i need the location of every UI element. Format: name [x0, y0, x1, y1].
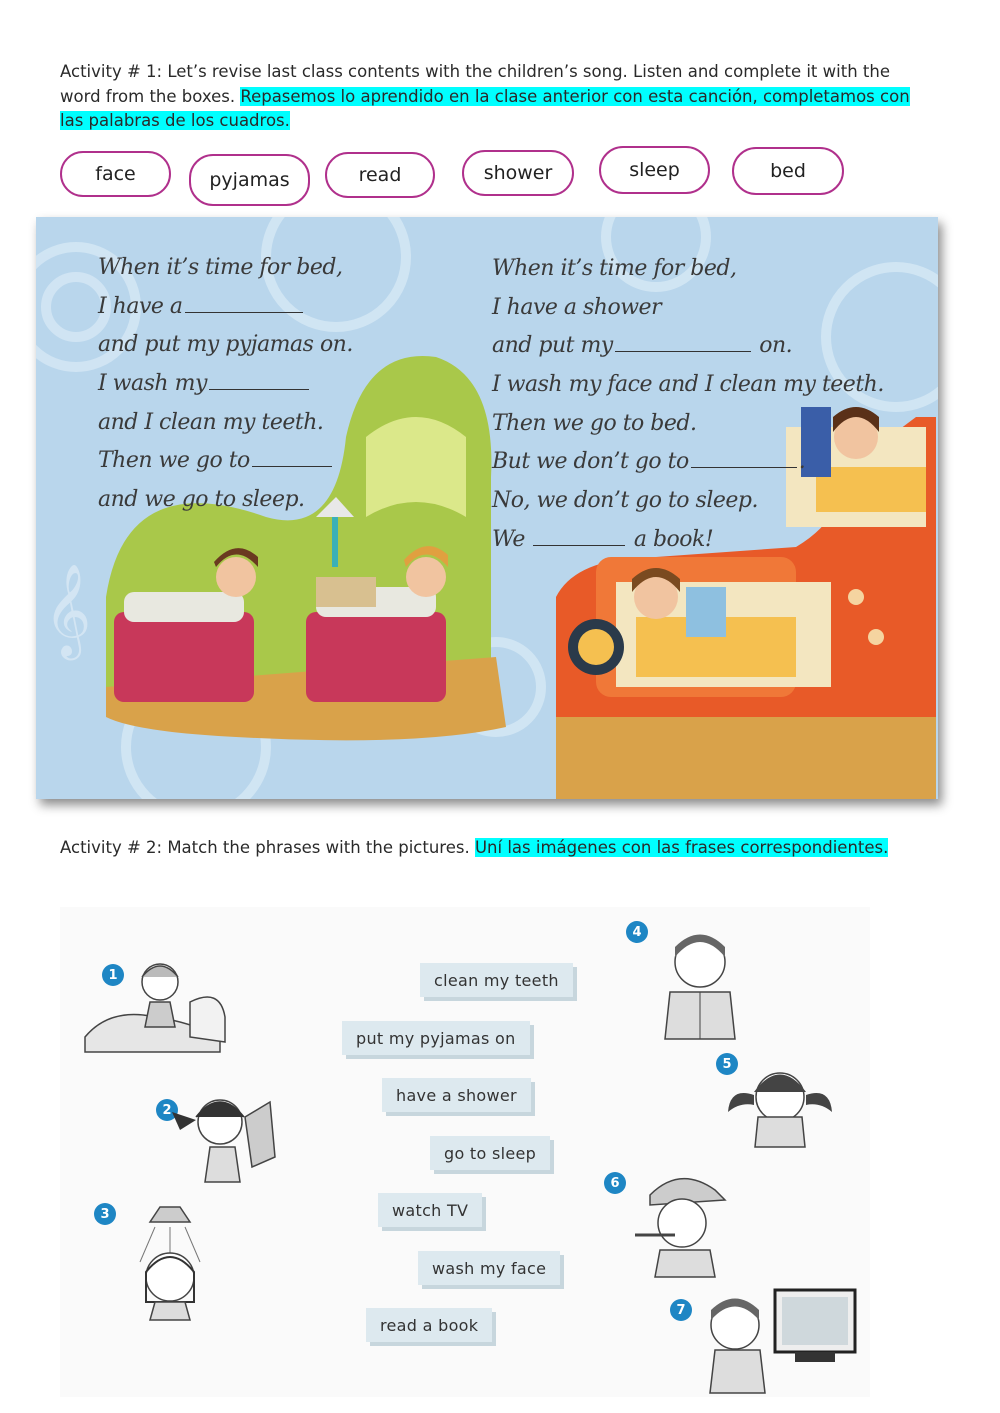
- word-box-read[interactable]: read: [325, 152, 435, 198]
- word-box-sleep[interactable]: sleep: [599, 146, 710, 194]
- phrase-card[interactable]: wash my face: [418, 1251, 560, 1285]
- song-text: Then we go to: [98, 448, 250, 474]
- song-line: [492, 327, 884, 366]
- number-badge: 1: [102, 964, 124, 986]
- activity1-instruction: [60, 60, 930, 134]
- answer-blank[interactable]: [252, 452, 332, 467]
- song-text: and put my: [492, 333, 613, 359]
- song-right-column: [492, 250, 884, 560]
- number-badge: 4: [626, 921, 648, 943]
- phrase-card[interactable]: put my pyjamas on: [342, 1021, 530, 1055]
- watch-tv-picture[interactable]: [690, 1285, 860, 1395]
- phrase-card[interactable]: watch TV: [378, 1193, 482, 1227]
- phrase-card[interactable]: read a book: [366, 1308, 492, 1342]
- have-a-shower-picture[interactable]: [100, 1202, 240, 1322]
- number-badge: 2: [156, 1099, 178, 1121]
- song-text: But we don’t go to: [492, 449, 689, 475]
- song-text: .: [798, 449, 806, 475]
- matching-exercise: [60, 907, 870, 1397]
- song-illustration-panel: [36, 217, 938, 799]
- put-my-pyjamas-on-picture[interactable]: [640, 927, 760, 1042]
- song-line: [98, 288, 353, 327]
- number-badge: 6: [604, 1172, 626, 1194]
- wash-my-face-picture[interactable]: [710, 1047, 850, 1157]
- answer-blank[interactable]: [533, 531, 625, 546]
- activity1-instruction-es: Repasemos lo aprendido en la clase anterior con esta canción, completamos con las palabras de los cuadros.: [60, 86, 910, 130]
- song-line: and put my pyjamas on.: [98, 332, 353, 358]
- song-text: a book!: [633, 526, 714, 552]
- phrase-card[interactable]: clean my teeth: [420, 963, 573, 997]
- song-line: [98, 365, 353, 404]
- song-left-column: [98, 249, 353, 520]
- song-text: I wash my: [98, 371, 207, 397]
- song-line: Then we go to bed.: [492, 410, 697, 436]
- number-badge: 3: [94, 1203, 116, 1225]
- answer-blank[interactable]: [185, 298, 303, 313]
- svg-text:𝄞: 𝄞: [44, 563, 92, 656]
- song-text: on.: [759, 333, 793, 359]
- read-a-book-picture[interactable]: [160, 1082, 300, 1192]
- song-line: No, we don’t go to sleep.: [492, 488, 758, 514]
- number-badge: 7: [670, 1299, 692, 1321]
- song-text: We: [492, 526, 525, 552]
- word-box-pyjamas[interactable]: pyjamas: [189, 154, 310, 206]
- answer-blank[interactable]: [209, 375, 309, 390]
- song-line: [492, 521, 884, 560]
- song-line: When it’s time for bed,: [492, 256, 737, 281]
- answer-blank[interactable]: [691, 453, 797, 468]
- activity2-instruction-en: Activity # 2: Match the phrases with the pictures.: [60, 838, 470, 857]
- song-line: and we go to sleep.: [98, 487, 305, 513]
- phrase-card[interactable]: have a shower: [382, 1078, 531, 1112]
- song-line: I have a shower: [492, 294, 662, 320]
- activity2-instruction-es: Uní las imágenes con las frases correspondientes.: [474, 838, 889, 857]
- song-line: I wash my face and I clean my teeth.: [492, 372, 884, 398]
- activity2-instruction: [60, 836, 930, 861]
- go-to-sleep-picture[interactable]: [80, 947, 230, 1057]
- song-line: and I clean my teeth.: [98, 409, 324, 435]
- answer-blank[interactable]: [615, 337, 751, 352]
- activity1-instruction-en: Activity # 1: Let’s revise last class contents with the children’s song. Listen and complete it with the word from the boxes.: [60, 62, 890, 106]
- word-box-bed[interactable]: bed: [732, 147, 844, 195]
- song-line: [492, 443, 884, 482]
- clean-my-teeth-picture[interactable]: [620, 1165, 750, 1280]
- song-line: [98, 442, 353, 481]
- phrase-card[interactable]: go to sleep: [430, 1136, 550, 1170]
- word-box-shower[interactable]: shower: [462, 150, 574, 196]
- number-badge: 5: [716, 1053, 738, 1075]
- song-line: When it’s time for bed,: [98, 255, 343, 280]
- word-box-face[interactable]: face: [60, 151, 171, 197]
- song-text: I have a: [98, 293, 183, 319]
